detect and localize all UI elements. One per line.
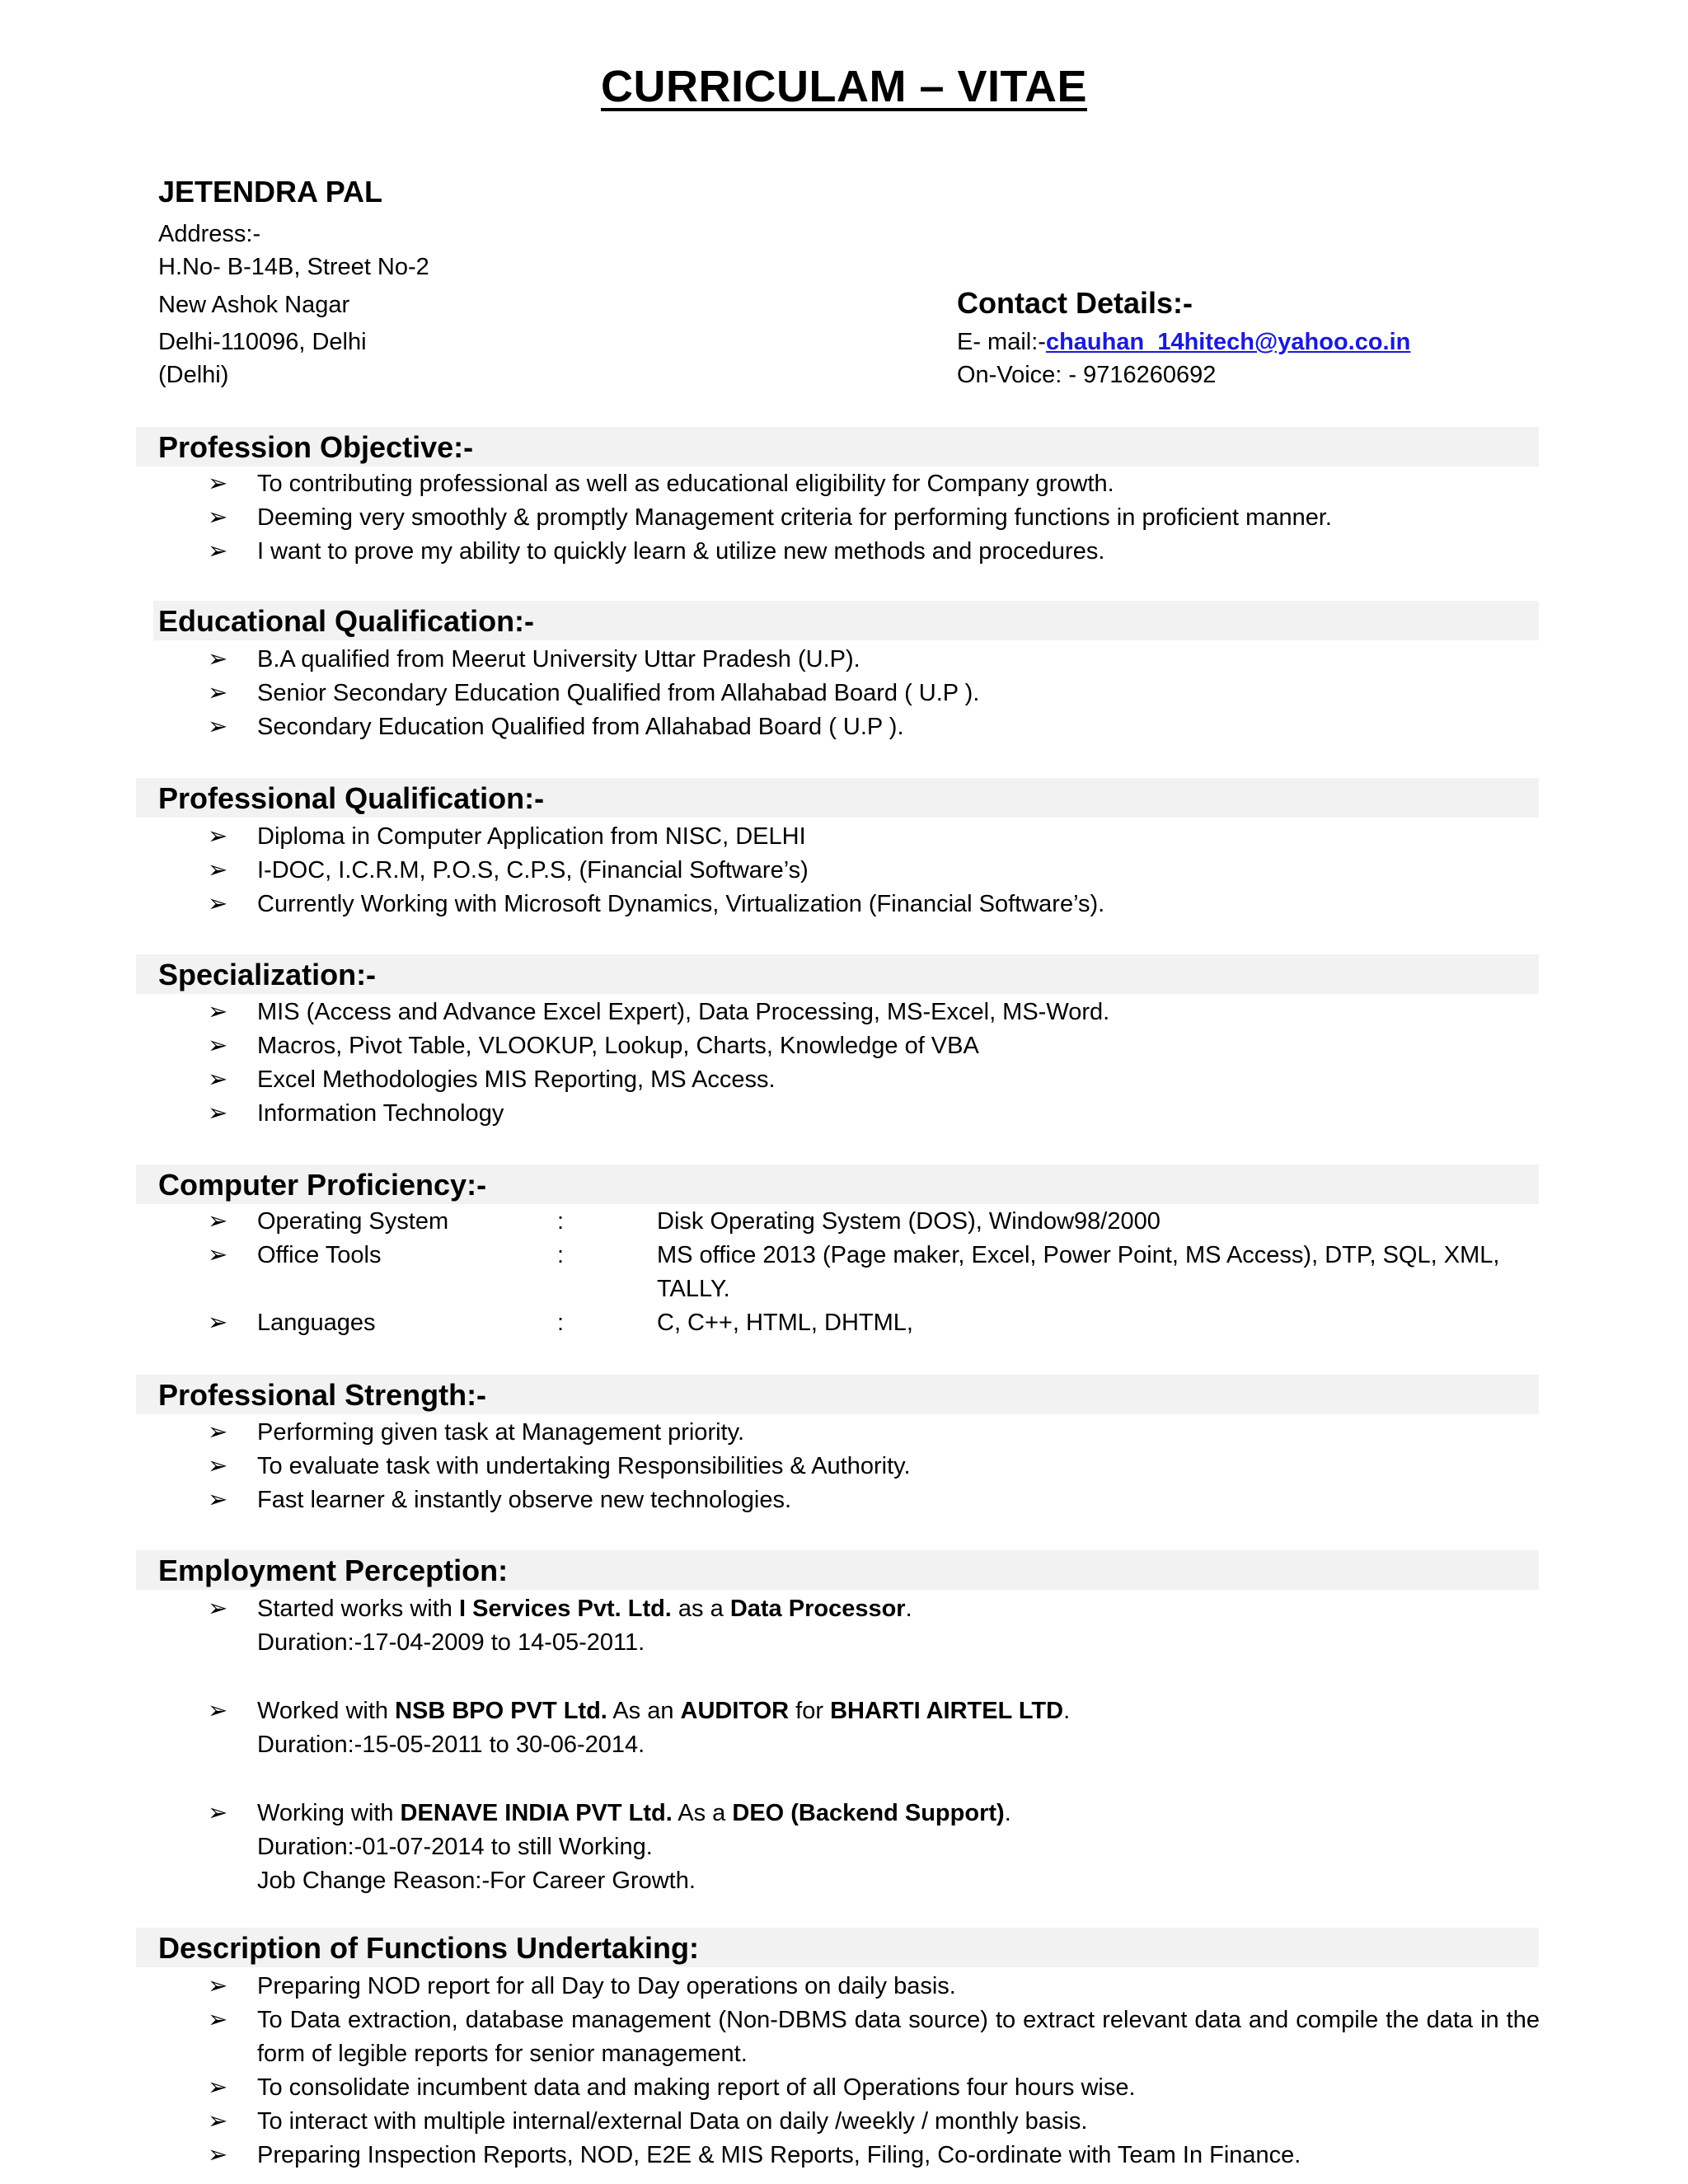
- arrow-bullet-icon: ➢: [208, 504, 228, 531]
- address-label: Address:-: [158, 221, 261, 247]
- arrow-bullet-icon: ➢: [208, 1310, 228, 1336]
- section-heading: Specialization:-: [158, 958, 377, 991]
- job-duration: Duration:-15-05-2011 to 30-06-2014.: [257, 1732, 645, 1758]
- list-item: ➢ To evaluate task with undertaking Responsibilities & Authority.: [208, 1450, 1540, 1483]
- arrow-bullet-icon: ➢: [208, 714, 228, 740]
- list-item: ➢ Fast learner & instantly observe new technologies.: [208, 1483, 1540, 1517]
- job-entry: ➢ Started works with I Services Pvt. Ltd. as a Data Processor. Duration:-17-04-2009 to 14-05-2011.: [208, 1592, 1540, 1660]
- address-line-3: Delhi-110096, Delhi: [158, 329, 367, 355]
- arrow-bullet-icon: ➢: [208, 2108, 228, 2135]
- arrow-bullet-icon: ➢: [208, 2142, 228, 2168]
- list-item: ➢ Diploma in Computer Application from NISC, DELHI: [208, 820, 1540, 854]
- list-item: ➢ Deeming very smoothly & promptly Management criteria for performing functions in proficient manner.: [208, 501, 1540, 535]
- section-professional-qualification: [136, 778, 1539, 818]
- company-name: NSB BPO PVT Ltd.: [395, 1698, 607, 1724]
- section-heading: Description of Functions Undertaking:: [158, 1931, 700, 1965]
- phone-line: On-Voice: - 9716260692: [957, 362, 1217, 388]
- table-row: [208, 1205, 1535, 1239]
- arrow-bullet-icon: ➢: [208, 891, 228, 917]
- arrow-bullet-icon: ➢: [208, 1419, 228, 1446]
- section-education: [153, 601, 1539, 640]
- row-label: Office Tools: [257, 1242, 382, 1268]
- row-colon: :: [557, 1242, 565, 1268]
- arrow-bullet-icon: ➢: [208, 1208, 228, 1235]
- section-computer-proficiency: [136, 1165, 1539, 1204]
- row-value: Disk Operating System (DOS), Window98/2000: [657, 1208, 1160, 1235]
- arrow-bullet-icon: ➢: [208, 857, 228, 883]
- client-name: BHARTI AIRTEL LTD: [830, 1698, 1064, 1724]
- arrow-bullet-icon: ➢: [208, 1066, 228, 1093]
- objective-list: [208, 467, 1540, 569]
- company-name: DENAVE INDIA PVT Ltd.: [400, 1800, 673, 1826]
- specialization-list: [208, 996, 1540, 1131]
- strength-list: [208, 1416, 1540, 1517]
- row-label: Operating System: [257, 1208, 449, 1235]
- contact-heading: Contact Details:-: [957, 286, 1193, 320]
- arrow-bullet-icon: ➢: [208, 1100, 228, 1127]
- list-item: ➢ I-DOC, I.C.R.M, P.O.S, C.P.S, (Financial Software’s): [208, 854, 1540, 888]
- section-professional-strength: [136, 1375, 1539, 1414]
- list-item: ➢ I want to prove my ability to quickly learn & utilize new methods and procedures.: [208, 535, 1540, 569]
- computer-proficiency-table: [208, 1205, 1535, 1340]
- list-item: ➢ Preparing NOD report for all Day to Day operations on daily basis.: [208, 1970, 1540, 2004]
- arrow-bullet-icon: ➢: [208, 646, 228, 673]
- list-item: ➢ Senior Secondary Education Qualified from Allahabad Board ( U.P ).: [208, 677, 1540, 710]
- arrow-bullet-icon: ➢: [208, 823, 228, 850]
- arrow-bullet-icon: ➢: [208, 1596, 228, 1622]
- table-row: [208, 1306, 1535, 1340]
- list-item: ➢ Macros, Pivot Table, VLOOKUP, Lookup, Charts, Knowledge of VBA: [208, 1029, 1540, 1063]
- section-heading: Professional Qualification:-: [158, 781, 545, 815]
- list-item: ➢ Currently Working with Microsoft Dynamics, Virtualization (Financial Software’s).: [208, 888, 1540, 921]
- arrow-bullet-icon: ➢: [208, 1973, 228, 1999]
- row-colon: :: [557, 1310, 565, 1336]
- list-item: ➢ To interact with multiple internal/external Data on daily /weekly / monthly basis.: [208, 2105, 1540, 2139]
- row-value: C, C++, HTML, DHTML,: [657, 1310, 913, 1336]
- candidate-name: JETENDRA PAL: [158, 175, 383, 209]
- arrow-bullet-icon: ➢: [208, 538, 228, 565]
- email-line: [957, 326, 1410, 359]
- job-entry: ➢ Working with DENAVE INDIA PVT Ltd. As a DEO (Backend Support). Duration:-01-07-2014 to still Working. Job Change Reason:-For Career Growth.: [208, 1797, 1540, 1898]
- row-value: MS office 2013 (Page maker, Excel, Power Point, MS Access), DTP, SQL, XML, TALLY.: [657, 1242, 1500, 1302]
- arrow-bullet-icon: ➢: [208, 1453, 228, 1479]
- address-line-4: (Delhi): [158, 362, 229, 388]
- list-item: ➢ Excel Methodologies MIS Reporting, MS Access.: [208, 1063, 1540, 1097]
- job-role: Data Processor: [729, 1596, 906, 1622]
- section-functions: [136, 1928, 1539, 1967]
- section-heading: Professional Strength:-: [158, 1378, 487, 1412]
- document-title: CURRICULAM – VITAE: [600, 62, 1087, 111]
- section-specialization: [136, 954, 1539, 994]
- arrow-bullet-icon: ➢: [208, 2007, 228, 2033]
- arrow-bullet-icon: ➢: [208, 680, 228, 706]
- list-item: ➢ To Data extraction, database management (Non-DBMS data source) to extract relevant data and compile the data in the form of legible reports for senior management.: [208, 2004, 1540, 2071]
- section-employment: [136, 1550, 1539, 1590]
- row-label: Languages: [257, 1310, 376, 1336]
- list-item: ➢ B.A qualified from Meerut University Uttar Pradesh (U.P).: [208, 643, 1540, 677]
- job-entry: ➢ Worked with NSB BPO PVT Ltd. As an AUDITOR for BHARTI AIRTEL LTD. Duration:-15-05-2011 to 30-06-2014.: [208, 1694, 1540, 1762]
- job-change-reason: Job Change Reason:-For Career Growth.: [257, 1868, 696, 1894]
- arrow-bullet-icon: ➢: [208, 1698, 228, 1724]
- arrow-bullet-icon: ➢: [208, 2074, 228, 2101]
- professional-list: [208, 820, 1540, 921]
- education-list: [208, 643, 1540, 744]
- job-duration: Duration:-17-04-2009 to 14-05-2011.: [257, 1629, 645, 1656]
- job-role: AUDITOR: [680, 1698, 790, 1724]
- employment-list: [208, 1592, 1540, 1898]
- row-colon: :: [557, 1208, 565, 1235]
- job-role: DEO (Backend Support): [732, 1800, 1005, 1826]
- section-heading: Educational Qualification:-: [158, 604, 535, 638]
- address-line-1: H.No- B-14B, Street No-2: [158, 254, 429, 280]
- arrow-bullet-icon: ➢: [208, 999, 228, 1025]
- table-row: [208, 1239, 1535, 1306]
- company-name: I Services Pvt. Ltd.: [458, 1596, 672, 1622]
- list-item: ➢ MIS (Access and Advance Excel Expert), Data Processing, MS-Excel, MS-Word.: [208, 996, 1540, 1029]
- section-heading: Profession Objective:-: [158, 430, 474, 464]
- email-label: E- mail:-: [957, 329, 1046, 355]
- list-item: ➢ Preparing Inspection Reports, NOD, E2E & MIS Reports, Filing, Co-ordinate with Team In Finance.: [208, 2139, 1540, 2172]
- list-item: ➢ Information Technology: [208, 1097, 1540, 1131]
- arrow-bullet-icon: ➢: [208, 1800, 228, 1826]
- list-item: ➢ To consolidate incumbent data and making report of all Operations four hours wise.: [208, 2071, 1540, 2105]
- section-objective: [136, 427, 1539, 466]
- section-heading: Employment Perception:: [158, 1554, 509, 1587]
- arrow-bullet-icon: ➢: [208, 1487, 228, 1513]
- section-heading: Computer Proficiency:-: [158, 1168, 487, 1202]
- email-link[interactable]: chauhan_14hitech@yahoo.co.in: [1045, 329, 1411, 355]
- arrow-bullet-icon: ➢: [208, 1242, 228, 1268]
- job-duration: Duration:-01-07-2014 to still Working.: [257, 1834, 653, 1860]
- list-item: ➢ To contributing professional as well as educational eligibility for Company growth.: [208, 467, 1540, 501]
- list-item: ➢ Performing given task at Management priority.: [208, 1416, 1540, 1450]
- arrow-bullet-icon: ➢: [208, 1033, 228, 1059]
- list-item: ➢ Secondary Education Qualified from Allahabad Board ( U.P ).: [208, 710, 1540, 744]
- arrow-bullet-icon: ➢: [208, 471, 228, 497]
- address-line-2: New Ashok Nagar: [158, 292, 350, 318]
- functions-list: [208, 1970, 1540, 2172]
